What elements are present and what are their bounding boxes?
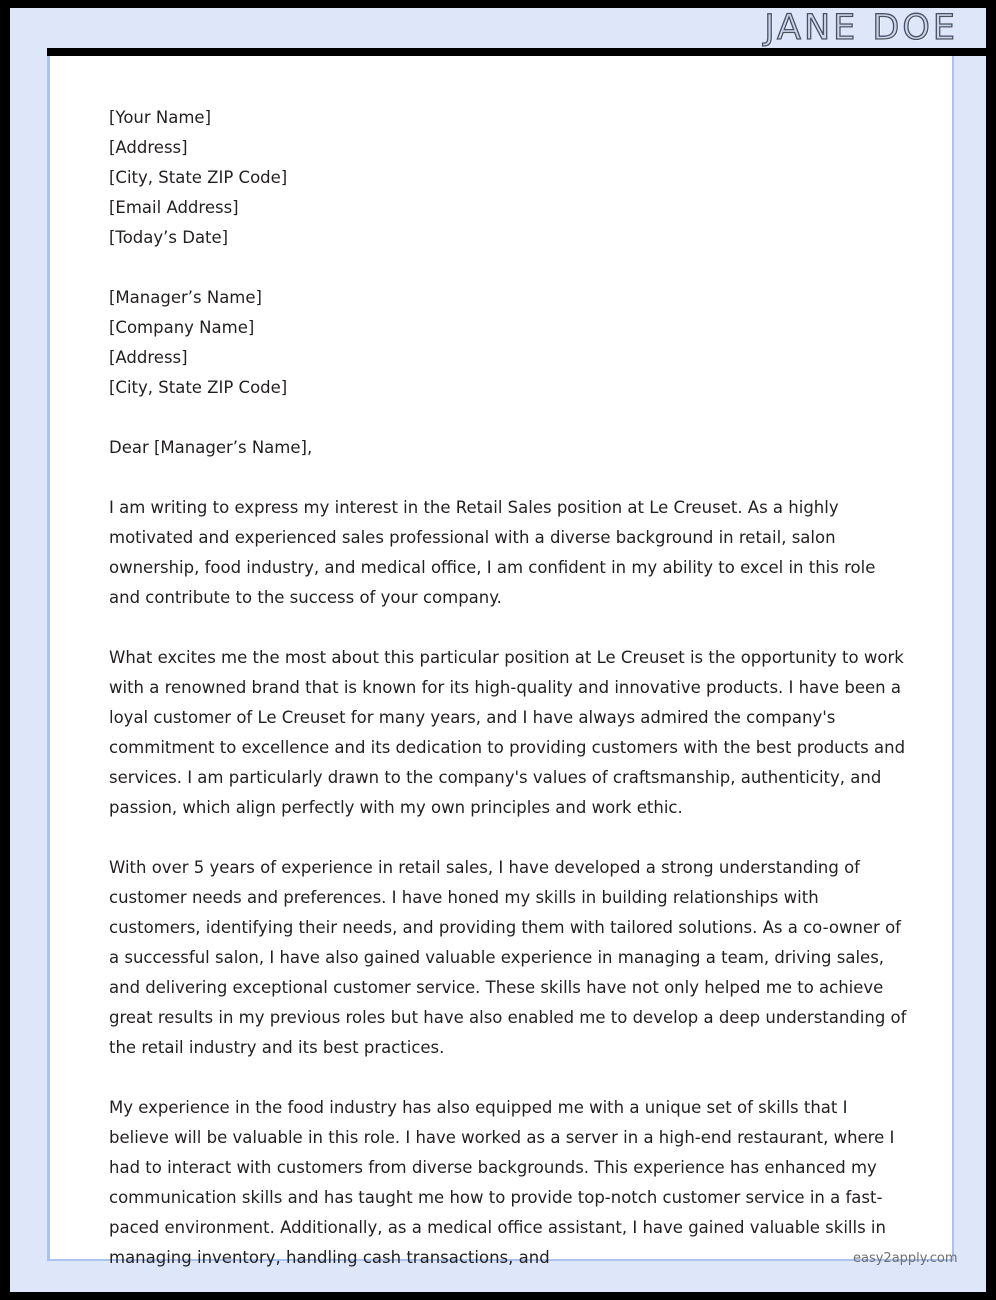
salutation-line: Dear [Manager’s Name], (109, 438, 313, 457)
letter-content (109, 103, 909, 1273)
sender-address-line: [Address] (109, 138, 188, 157)
body-paragraph: What excites me the most about this particular position at Le Creuset is the opportunity to work with a renowned brand that is known for its high-quality and innovative products. I have been a loyal customer of Le Creuset for many years, and I have always admired the company's commitment to excellence and its dedication to providing customers with the best products and services. I am particularly drawn to the company's values of craftsmanship, authenticity, and passion, which align perfectly with my own principles and work ethic. (109, 648, 906, 817)
recipient-address-block (109, 283, 909, 403)
sender-address-line: [City, State ZIP Code] (109, 168, 288, 187)
site-watermark: easy2apply.com (853, 1251, 958, 1266)
recipient-address-line: [City, State ZIP Code] (109, 378, 288, 397)
header-divider-rule (47, 48, 986, 56)
recipient-address-line: [Company Name] (109, 318, 255, 337)
sender-address-line: [Today’s Date] (109, 228, 229, 247)
letterhead-name: JANE DOE (764, 8, 958, 48)
document-page (10, 8, 986, 1292)
body-paragraph: My experience in the food industry has also equipped me with a unique set of skills that I believe will be valuable in this role. I have worked as a server in a high-end restaurant, where I had to interact with customers from diverse backgrounds. This experience has enhanced my communication skills and has taught me how to provide top-notch customer service in a fast-paced environment. Additionally, as a medical office assistant, I have gained valuable skills in managing inventory, handling cash transactions, and (109, 1098, 895, 1267)
letterhead-banner (10, 8, 986, 48)
recipient-address-line: [Manager’s Name] (109, 288, 262, 307)
body-paragraph: With over 5 years of experience in retail sales, I have developed a strong understanding of customer needs and preferences. I have honed my skills in building relationships with customers, identifying their needs, and providing them with tailored solutions. As a co-owner of a successful salon, I have also gained valuable experience in managing a team, driving sales, and delivering exceptional customer service. These skills have not only helped me to achieve great results in my previous roles but have also enabled me to develop a deep understanding of the retail industry and its best practices. (109, 858, 907, 1057)
sender-address-line: [Email Address] (109, 198, 239, 217)
sender-address-block (109, 103, 909, 253)
recipient-address-line: [Address] (109, 348, 188, 367)
body-paragraph: I am writing to express my interest in the Retail Sales position at Le Creuset. As a highly motivated and experienced sales professional with a diverse background in retail, salon ownership, food industry, and medical office, I am confident in my ability to excel in this role and contribute to the success of your company. (109, 498, 876, 607)
sender-address-line: [Your Name] (109, 108, 212, 127)
